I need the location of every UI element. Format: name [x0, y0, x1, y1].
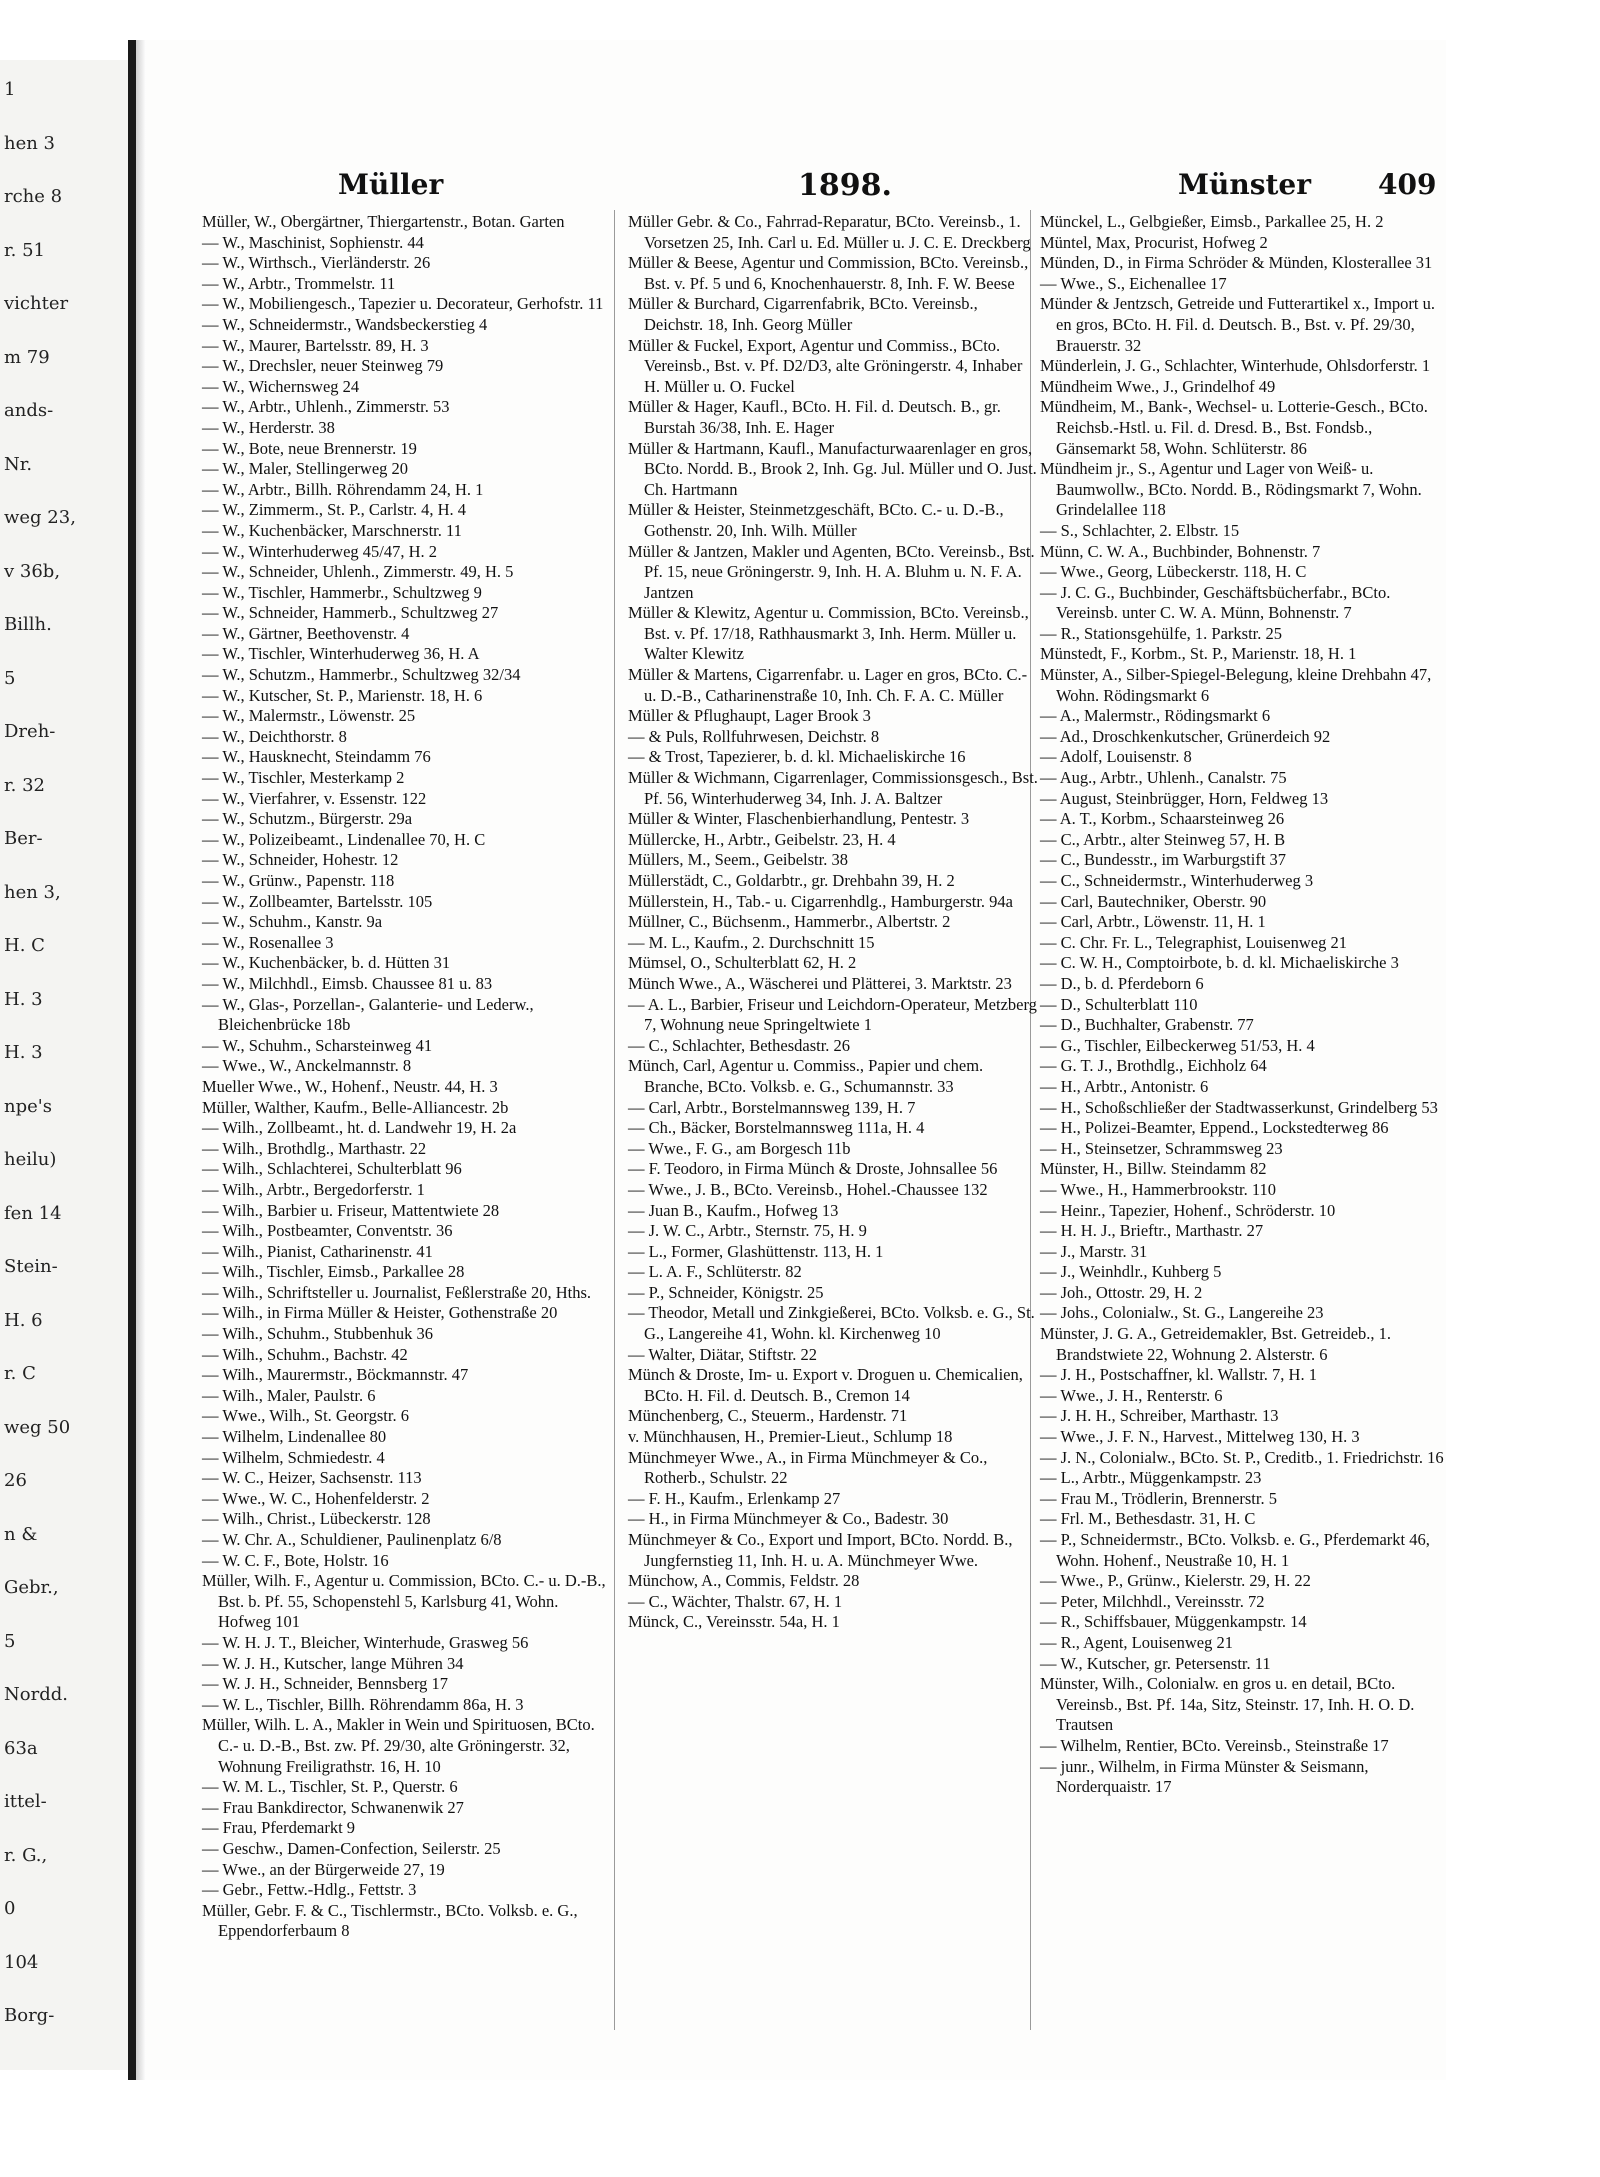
- directory-entry: — J. C. G., Buchbinder, Geschäftsbücherfabr., BCto. Vereinsb. unter C. W. A. Münn, Bohnenstr. 7: [1040, 582, 1391, 623]
- directory-entry: — Ch., Bäcker, Borstelmannsweg 111a, H. 4: [628, 1118, 925, 1138]
- directory-entry: — Wilh., Schuhm., Stubbenhuk 36: [202, 1324, 433, 1344]
- directory-entry: — C., Schneidermstr., Winterhuderweg 3: [1040, 871, 1314, 890]
- directory-entry: — J. W. C., Arbtr., Sternstr. 75, H. 9: [628, 1221, 867, 1241]
- directory-entry: — junr., Wilhelm, in Firma Münster & Seismann, Norderquaistr. 17: [1040, 1756, 1369, 1797]
- directory-entry: — Wwe., S., Eichenallee 17: [1040, 273, 1227, 293]
- directory-entry: — W., Schutzm., Bürgerstr. 29a: [202, 809, 413, 829]
- left-page-fragment: rche 8: [4, 186, 63, 208]
- gutter-shadow: [136, 40, 146, 2080]
- directory-entry: — W., Glas-, Porzellan-, Galanterie- und Lederw., Bleichenbrücke 18b: [202, 994, 534, 1035]
- directory-entry: — A., Malermstr., Rödingsmarkt 6: [1040, 706, 1271, 726]
- directory-entry: — W., Kuchenbäcker, Marschnerstr. 11: [202, 520, 462, 540]
- directory-entry: — W., Schutzm., Hammerbr., Schultzweg 32/34: [202, 665, 521, 685]
- left-page-fragment: ittel-: [4, 1791, 47, 1813]
- directory-entry: Müllerstein, H., Tab.- u. Cigarrenhdlg., Hamburgerstr. 94a: [628, 891, 1013, 911]
- directory-entry: — Theodor, Metall und Zinkgießerei, BCto. Volksb. e. G., St. G., Langereihe 41, Wohn. kl. Kirchenweg 10: [628, 1303, 1035, 1344]
- directory-entry: — W., Hausknecht, Steindamm 76: [202, 747, 431, 767]
- directory-entry: — Heinr., Tapezier, Hohenf., Schröderstr. 10: [1040, 1200, 1336, 1220]
- directory-entry: Münchmeyer & Co., Export und Import, BCto. Nordd. B., Jungfernstieg 11, Inh. H. u. A. Münchmeyer Wwe.: [628, 1530, 1013, 1570]
- directory-entry: — W., Herderstr. 38: [202, 417, 335, 437]
- left-page-fragment: Stein-: [4, 1256, 58, 1278]
- directory-entry: Müller & Winter, Flaschenbierhandlung, Pentestr. 3: [628, 809, 970, 829]
- directory-entry: — Frau M., Trödlerin, Brennerstr. 5: [1040, 1488, 1277, 1508]
- directory-entry: — L., Former, Glashüttenstr. 113, H. 1: [628, 1241, 884, 1261]
- directory-entry: Müller & Jantzen, Makler und Agenten, BCto. Vereinsb., Bst. Pf. 15, neue Gröningerstr. 9, Inh. H. A. Bluhm u. N. F. A. Jantzen: [628, 541, 1035, 602]
- directory-entry: — W., Polizeibeamt., Lindenallee 70, H. C: [202, 829, 486, 849]
- directory-entry: Müllercke, H., Arbtr., Geibelstr. 23, H. 4: [628, 829, 896, 849]
- directory-entry: — C., Arbtr., alter Steinweg 57, H. B: [1040, 829, 1286, 849]
- directory-entry: — W., Tischler, Hammerbr., Schultzweg 9: [202, 582, 482, 602]
- directory-entry: — M. L., Kaufm., 2. Durchschnitt 15: [628, 932, 875, 952]
- directory-entry: — Wwe., J. B., BCto. Vereinsb., Hohel.-Chaussee 132: [628, 1179, 988, 1199]
- directory-entry: — Walter, Diätar, Stiftstr. 22: [628, 1344, 818, 1364]
- directory-entry: — H., Steinsetzer, Schrammsweg 23: [1040, 1138, 1283, 1158]
- directory-entry: — Peter, Milchhdl., Vereinsstr. 72: [1040, 1591, 1265, 1611]
- directory-entry: Müller & Pflughaupt, Lager Brook 3: [628, 706, 871, 726]
- directory-entry: Müller, Gebr. F. & C., Tischlermstr., BCto. Volksb. e. G., Eppendorferbaum 8: [202, 1900, 578, 1941]
- directory-entry: — Frl. M., Bethesdastr. 31, H. C: [1040, 1509, 1256, 1529]
- directory-entry: — Wilh., Schriftsteller u. Journalist, Feßlerstraße 20, Hths.: [202, 1282, 592, 1302]
- directory-entry: — W., Kutscher, gr. Petersenstr. 11: [1040, 1653, 1271, 1673]
- directory-entry: — W., Malermstr., Löwenstr. 25: [202, 706, 416, 726]
- directory-entry: — C., Bundesstr., im Warburgstift 37: [1040, 850, 1287, 870]
- directory-entry: — Wilh., Pianist, Catharinenstr. 41: [202, 1241, 433, 1261]
- directory-entry: — Wilh., Brothdlg., Marthastr. 22: [202, 1138, 427, 1158]
- directory-entry: Mündheim jr., S., Agentur und Lager von Weiß- u. Baumwollw., BCto. Nordd. B., Rödingsmarkt 7, Wohn. Grindelallee 118: [1040, 459, 1422, 520]
- directory-entry: — W., Vierfahrer, v. Essenstr. 122: [202, 788, 427, 808]
- directory-entry: — W. C., Heizer, Sachsenstr. 113: [202, 1468, 422, 1488]
- directory-entry: Mümsel, O., Schulterblatt 62, H. 2: [628, 953, 857, 973]
- running-head-year: 1898.: [798, 168, 892, 203]
- directory-entry: — W., Maschinist, Sophienstr. 44: [202, 232, 424, 252]
- directory-entry: — Wilh., Schlachterei, Schulterblatt 96: [202, 1159, 462, 1179]
- directory-entry: — W., Schneider, Uhlenh., Zimmerstr. 49, H. 5: [202, 562, 514, 582]
- directory-entry: — W. M. L., Tischler, St. P., Querstr. 6: [202, 1777, 458, 1797]
- directory-entry: — W., Maurer, Bartelsstr. 89, H. 3: [202, 335, 429, 355]
- directory-entry: Münderlein, J. G., Schlachter, Winterhude, Ohlsdorferstr. 1: [1040, 356, 1431, 376]
- directory-entry: — R., Stationsgehülfe, 1. Parkstr. 25: [1040, 623, 1282, 643]
- book-gutter: [128, 40, 136, 2080]
- directory-entry: Münchenberg, C., Steuerm., Hardenstr. 71: [628, 1406, 908, 1426]
- directory-entry: — Wwe., W. C., Hohenfelderstr. 2: [202, 1488, 430, 1508]
- directory-entry: Müller & Klewitz, Agentur u. Commission, BCto. Vereinsb., Bst. v. Pf. 17/18, Rathhausmarkt 3, Inh. Herm. Müller u. Walter Klewitz: [628, 603, 1029, 664]
- directory-entry: — Johs., Colonialw., St. G., Langereihe 23: [1040, 1303, 1324, 1323]
- directory-entry: — Wwe., H., Hammerbrookstr. 110: [1040, 1179, 1277, 1199]
- directory-entry: — W., Arbtr., Uhlenh., Zimmerstr. 53: [202, 397, 450, 417]
- directory-entry: — Carl, Bautechniker, Oberstr. 90: [1040, 891, 1267, 911]
- directory-entry: Münchmeyer Wwe., A., in Firma Münchmeyer & Co., Rotherb., Schulstr. 22: [628, 1447, 988, 1488]
- left-page-fragment: r. 32: [4, 774, 45, 796]
- directory-entry: — & Trost, Tapezierer, b. d. kl. Michaeliskirche 16: [628, 747, 966, 767]
- directory-entry: — F. Teodoro, in Firma Münch & Droste, Johnsallee 56: [628, 1159, 998, 1179]
- left-page-fragment: Gebr.,: [4, 1577, 59, 1599]
- directory-entry: — Adolf, Louisenstr. 8: [1040, 747, 1192, 767]
- directory-entry: — G., Tischler, Eilbeckerweg 51/53, H. 4: [1040, 1035, 1315, 1055]
- directory-entry: Mündheim, M., Bank-, Wechsel- u. Lotterie-Gesch., BCto. Reichsb.-Hstl. u. Fil. d. Dresd. B., Bst. Fondsb., Gänsemarkt 58, Wohn. Schlüterstr. 86: [1040, 397, 1428, 458]
- directory-entry: — A. T., Korbm., Schaarsteinweg 26: [1040, 809, 1285, 829]
- directory-entry: — W., Tischler, Mesterkamp 2: [202, 768, 405, 788]
- directory-entry: — Wwe., F. G., am Borgesch 11b: [628, 1138, 851, 1158]
- directory-entry: — R., Agent, Louisenweg 21: [1040, 1632, 1233, 1652]
- directory-entry: — W., Winterhuderweg 45/47, H. 2: [202, 541, 438, 561]
- directory-entry: — Geschw., Damen-Confection, Seilerstr. 25: [202, 1838, 501, 1858]
- left-page-fragment: vichter: [4, 293, 69, 315]
- directory-entry: — W., Tischler, Winterhuderweg 36, H. A: [202, 644, 480, 664]
- left-page-fragment: 5: [4, 1630, 16, 1652]
- left-page-fragment: weg 23,: [4, 507, 76, 529]
- directory-entry: Müller, Wilh. L. A., Makler in Wein und Spirituosen, BCto. C.- u. D.-B., Bst. zw. Pf. 29/30, alte Gröningerstr. 32, Wohnung Freiligrathstr. 16, H. 10: [202, 1715, 595, 1776]
- left-page-fragment: r. 51: [4, 239, 45, 261]
- directory-entry: — R., Schiffsbauer, Müggenkampstr. 14: [1040, 1612, 1307, 1632]
- directory-entry: — W., Wirthsch., Vierländerstr. 26: [202, 253, 431, 273]
- directory-entry: — W., Milchhdl., Eimsb. Chaussee 81 u. 83: [202, 973, 493, 993]
- directory-entry: — W. H. J. T., Bleicher, Winterhude, Grasweg 56: [202, 1632, 529, 1652]
- directory-entry: — Carl, Arbtr., Löwenstr. 11, H. 1: [1040, 912, 1266, 932]
- directory-entry: Müller, Walther, Kaufm., Belle-Alliancestr. 2b: [202, 1097, 509, 1117]
- left-page-fragment: hen 3: [4, 132, 56, 154]
- directory-entry: — G. T. J., Brothdlg., Eichholz 64: [1040, 1056, 1267, 1076]
- directory-entry: — Wwe., Georg, Lübeckerstr. 118, H. C: [1040, 562, 1307, 582]
- directory-entry: Münn, C. W. A., Buchbinder, Bohnenstr. 7: [1040, 541, 1321, 561]
- directory-entry: — Joh., Ottostr. 29, H. 2: [1040, 1282, 1203, 1302]
- column-rule: [614, 210, 615, 2030]
- left-page-fragment: Dreh-: [4, 721, 56, 743]
- directory-column-3: [1040, 212, 1450, 1798]
- left-page-fragment: r. G.,: [4, 1844, 48, 1866]
- directory-entry: Münch, Carl, Agentur u. Commiss., Papier und chem. Branche, BCto. Volksb. e. G., Schumannstr. 33: [628, 1056, 984, 1096]
- directory-entry: — Wwe., P., Grünw., Kielerstr. 29, H. 22: [1040, 1571, 1311, 1591]
- left-page-fragment: weg 50: [4, 1416, 71, 1438]
- directory-entry: — C., Schlachter, Bethesdastr. 26: [628, 1035, 851, 1055]
- directory-entry: — H., in Firma Münchmeyer & Co., Badestr. 30: [628, 1509, 949, 1529]
- directory-entry: Münch Wwe., A., Wäscherei und Plätterei, 3. Marktstr. 23: [628, 973, 1012, 993]
- directory-entry: — W., Rosenallee 3: [202, 932, 334, 952]
- directory-entry: — Wilhelm, Schmiedestr. 4: [202, 1447, 385, 1467]
- directory-entry: — W., Wichernsweg 24: [202, 376, 360, 396]
- left-page-fragment: 63a: [4, 1737, 38, 1759]
- directory-entry: — S., Schlachter, 2. Elbstr. 15: [1040, 520, 1240, 540]
- left-page-fragment: Billh.: [4, 614, 52, 636]
- directory-entry: Münch & Droste, Im- u. Export v. Droguen u. Chemicalien, BCto. H. Fil. d. Deutsch. B., Cremon 14: [628, 1365, 1023, 1405]
- directory-entry: — W., Deichthorstr. 8: [202, 726, 347, 746]
- directory-entry: — Wwe., J. H., Renterstr. 6: [1040, 1385, 1223, 1405]
- directory-entry: — Ad., Droschkenkutscher, Grünerdeich 92: [1040, 726, 1331, 746]
- directory-entry: — H., Schoßschließer der Stadtwasserkunst, Grindelberg 53: [1040, 1097, 1438, 1117]
- running-head-left: Müller: [338, 168, 444, 201]
- directory-entry: Müller & Hartmann, Kaufl., Manufacturwaarenlager en gros, BCto. Nordd. B., Brook 2, Inh. Gg. Jul. Müller und O. Just. Ch. Hartmann: [628, 438, 1037, 499]
- directory-entry: Müller & Hager, Kaufl., BCto. H. Fil. d. Deutsch. B., gr. Burstah 36/38, Inh. E. Hager: [628, 397, 1001, 437]
- left-page-fragment: Borg-: [4, 2005, 55, 2027]
- left-page-fragment: Ber-: [4, 828, 43, 850]
- directory-entry: — W., Kuchenbäcker, b. d. Hütten 31: [202, 953, 451, 973]
- directory-entry: Müllerstädt, C., Goldarbtr., gr. Drehbahn 39, H. 2: [628, 871, 955, 890]
- directory-column-2: [628, 212, 1038, 1633]
- directory-entry: Münchow, A., Commis, Feldstr. 28: [628, 1571, 860, 1591]
- directory-entry: — C. W. H., Comptoirbote, b. d. kl. Michaeliskirche 3: [1040, 953, 1399, 973]
- directory-entry: Münster, J. G. A., Getreidemakler, Bst. Getreideb., 1. Brandstwiete 22, Wohnung 2. Alsterstr. 6: [1040, 1324, 1392, 1364]
- left-page-fragment: hen 3,: [4, 881, 61, 903]
- directory-entry: Müller, W., Obergärtner, Thiergartenstr., Botan. Garten: [202, 212, 565, 231]
- directory-entry: — W., Arbtr., Billh. Röhrendamm 24, H. 1: [202, 479, 484, 499]
- directory-entry: — Wwe., J. F. N., Harvest., Mittelweg 130, H. 3: [1040, 1427, 1360, 1447]
- directory-entry: — H., Arbtr., Antonistr. 6: [1040, 1076, 1209, 1096]
- left-page-fragment: 0: [4, 1898, 16, 1920]
- directory-entry: — Frau, Pferdemarkt 9: [202, 1818, 356, 1838]
- directory-entry: — J., Marstr. 31: [1040, 1241, 1148, 1261]
- directory-entry: — W., Schneider, Hohestr. 12: [202, 850, 399, 870]
- left-page-fragment: m 79: [4, 346, 50, 368]
- left-page-fragment: npe's: [4, 1095, 52, 1117]
- directory-entry: Müntel, Max, Procurist, Hofweg 2: [1040, 232, 1268, 252]
- directory-entry: — August, Steinbrügger, Horn, Feldweg 13: [1040, 788, 1329, 808]
- directory-entry: — H. H. J., Brieftr., Marthastr. 27: [1040, 1221, 1264, 1241]
- directory-entry: — Wilh., Christ., Lübeckerstr. 128: [202, 1509, 431, 1529]
- left-page-fragment: H. C: [4, 935, 45, 957]
- directory-entry: Müller & Fuckel, Export, Agentur und Commiss., BCto. Vereinsb., Bst. v. Pf. D2/D3, alte Gröningerstr. 4, Inhaber H. Müller u. O. Fuckel: [628, 335, 1023, 396]
- directory-entry: — W., Mobiliengesch., Tapezier u. Decorateur, Gerhofstr. 11: [202, 294, 604, 314]
- left-page-fragment: fen 14: [4, 1202, 62, 1224]
- directory-entry: — Wilh., Tischler, Eimsb., Parkallee 28: [202, 1262, 465, 1282]
- left-page-fragment: v 36b,: [4, 560, 61, 582]
- directory-entry: Münster, Wilh., Colonialw. en gros u. en detail, BCto. Vereinsb., Bst. Pf. 14a, Sitz, Steinstr. 17, Inh. H. O. D. Trautsen: [1040, 1674, 1415, 1735]
- left-page-fragment: 1: [4, 79, 16, 100]
- directory-entry: — Aug., Arbtr., Uhlenh., Canalstr. 75: [1040, 768, 1287, 788]
- directory-entry: Müller & Martens, Cigarrenfabr. u. Lager en gros, BCto. C.- u. D.-B., Catharinenstraße 10, Inh. Ch. F. A. C. Müller: [628, 665, 1028, 705]
- left-page-fragment: 26: [4, 1470, 27, 1492]
- directory-entry: — D., Schulterblatt 110: [1040, 994, 1198, 1014]
- directory-entry: — Gebr., Fettw.-Hdlg., Fettstr. 3: [202, 1880, 417, 1900]
- left-page-fragment: heilu): [4, 1149, 57, 1171]
- left-page-fragment: Nordd.: [4, 1684, 68, 1706]
- directory-column-1: [202, 212, 612, 1942]
- directory-entry: — Juan B., Kaufm., Hofweg 13: [628, 1200, 839, 1220]
- directory-entry: — J. H., Postschaffner, kl. Wallstr. 7, H. 1: [1040, 1365, 1317, 1385]
- directory-entry: — J. H. H., Schreiber, Marthastr. 13: [1040, 1406, 1279, 1426]
- left-page-fragment: r. C: [4, 1363, 36, 1385]
- directory-entry: — A. L., Barbier, Friseur und Leichdorn-Operateur, Metzberg 7, Wohnung neue Springeltwiete 1: [628, 994, 1037, 1035]
- directory-entry: — Wilh., in Firma Müller & Heister, Gothenstraße 20: [202, 1303, 558, 1323]
- left-page-fragment: H. 3: [4, 1042, 43, 1064]
- left-page-fragment: H. 3: [4, 988, 43, 1010]
- left-page-fragment: ands-: [4, 400, 54, 422]
- directory-entry: — D., b. d. Pferdeborn 6: [1040, 973, 1204, 993]
- directory-entry: Münster, H., Billw. Steindamm 82: [1040, 1159, 1267, 1179]
- directory-entry: Münder & Jentzsch, Getreide und Futterartikel x., Import u. en gros, BCto. H. Fil. d. Deutsch. B., Bst. v. Pf. 29/30, Brauerstr. 32: [1040, 294, 1435, 355]
- directory-entry: — W., Grünw., Papenstr. 118: [202, 871, 395, 890]
- directory-entry: Müller & Wichmann, Cigarrenlager, Commissionsgesch., Bst. Pf. 56, Winterhuderweg 34, Inh. J. A. Baltzer: [628, 768, 1038, 808]
- directory-entry: — W. J. H., Kutscher, lange Mühren 34: [202, 1653, 464, 1673]
- directory-entry: — Wilh., Arbtr., Bergedorferstr. 1: [202, 1179, 425, 1199]
- directory-entry: — Wilh., Schuhm., Bachstr. 42: [202, 1344, 408, 1364]
- directory-entry: Müllner, C., Büchsenm., Hammerbr., Albertstr. 2: [628, 912, 951, 932]
- left-page-fragment: 104: [4, 1951, 39, 1973]
- directory-entry: — H., Polizei-Beamter, Eppend., Lockstedterweg 86: [1040, 1118, 1389, 1138]
- directory-entry: — W., Zimmerm., St. P., Carlstr. 4, H. 4: [202, 500, 467, 520]
- directory-entry: — Wilhelm, Rentier, BCto. Vereinsb., Steinstraße 17: [1040, 1735, 1389, 1755]
- adjacent-page-fragment: [0, 60, 128, 2070]
- running-head-right: Münster: [1178, 168, 1311, 201]
- directory-entry: Müller Gebr. & Co., Fahrrad-Reparatur, BCto. Vereinsb., 1. Vorsetzen 25, Inh. Carl u. Ed. Müller u. J. C. E. Dreckberg: [628, 212, 1031, 252]
- directory-entry: — Wilh., Maler, Paulstr. 6: [202, 1385, 376, 1405]
- directory-entry: — W., Arbtr., Trommelstr. 11: [202, 273, 396, 293]
- directory-entry: — C., Wächter, Thalstr. 67, H. 1: [628, 1591, 843, 1611]
- directory-entry: — W., Schneidermstr., Wandsbeckerstieg 4: [202, 314, 488, 334]
- directory-entry: — P., Schneider, Königstr. 25: [628, 1282, 824, 1302]
- directory-entry: Mueller Wwe., W., Hohenf., Neustr. 44, H. 3: [202, 1076, 498, 1096]
- directory-entry: — F. H., Kaufm., Erlenkamp 27: [628, 1488, 841, 1508]
- directory-entry: Müller & Burchard, Cigarrenfabrik, BCto. Vereinsb., Deichstr. 18, Inh. Georg Müller: [628, 294, 978, 334]
- directory-entry: — W., Schuhm., Kanstr. 9a: [202, 912, 383, 932]
- directory-entry: — J. N., Colonialw., BCto. St. P., Creditb., 1. Friedrichstr. 16: [1040, 1447, 1444, 1467]
- directory-entry: — W. J. H., Schneider, Bennsberg 17: [202, 1674, 449, 1694]
- page-number: 409: [1378, 168, 1437, 201]
- directory-entry: Münden, D., in Firma Schröder & Münden, Klosterallee 31: [1040, 253, 1433, 273]
- directory-entry: — L. A. F., Schlüterstr. 82: [628, 1262, 802, 1282]
- directory-entry: — L., Arbtr., Müggenkampstr. 23: [1040, 1468, 1262, 1488]
- directory-entry: — W., Schuhm., Scharsteinweg 41: [202, 1035, 433, 1055]
- directory-entry: — Wilh., Barbier u. Friseur, Mattentwiete 28: [202, 1200, 500, 1220]
- directory-entry: Müller & Heister, Steinmetzgeschäft, BCto. C.- u. D.-B., Gothenstr. 20, Inh. Wilh. Müller: [628, 500, 1004, 540]
- directory-entry: Mündheim Wwe., J., Grindelhof 49: [1040, 376, 1276, 396]
- directory-entry: — W., Gärtner, Beethovenstr. 4: [202, 623, 410, 643]
- directory-entry: — P., Schneidermstr., BCto. Volksb. e. G., Pferdemarkt 46, Wohn. Hohenf., Neustraße 10, H. 1: [1040, 1530, 1430, 1570]
- directory-entry: Münster, A., Silber-Spiegel-Belegung, kleine Drehbahn 47, Wohn. Rödingsmarkt 6: [1040, 665, 1432, 705]
- directory-entry: — W., Bote, neue Brennerstr. 19: [202, 438, 417, 458]
- directory-entry: — J., Weinhdlr., Kuhberg 5: [1040, 1262, 1222, 1282]
- directory-entry: v. Münchhausen, H., Premier-Lieut., Schlump 18: [628, 1427, 953, 1447]
- directory-entry: Münckel, L., Gelbgießer, Eimsb., Parkallee 25, H. 2: [1040, 212, 1384, 231]
- directory-entry: — W., Kutscher, St. P., Marienstr. 18, H. 6: [202, 685, 483, 705]
- directory-entry: — W., Schneider, Hammerb., Schultzweg 27: [202, 603, 499, 623]
- directory-entry: — Wilh., Maurermstr., Böckmannstr. 47: [202, 1365, 469, 1385]
- directory-entry: — Wilhelm, Lindenallee 80: [202, 1427, 387, 1447]
- directory-entry: — Wwe., an der Bürgerweide 27, 19: [202, 1859, 445, 1879]
- directory-entry: — W. L., Tischler, Billh. Röhrendamm 86a, H. 3: [202, 1694, 524, 1714]
- directory-entry: — Carl, Arbtr., Borstelmannsweg 139, H. 7: [628, 1097, 916, 1117]
- directory-entry: Münstedt, F., Korbm., St. P., Marienstr. 18, H. 1: [1040, 644, 1357, 664]
- directory-entry: — W., Drechsler, neuer Steinweg 79: [202, 356, 444, 376]
- left-page-fragment: n &: [4, 1523, 38, 1545]
- directory-entry: — Wwe., W., Anckelmannstr. 8: [202, 1056, 412, 1076]
- directory-entry: — Wilh., Postbeamter, Conventstr. 36: [202, 1221, 453, 1241]
- directory-entry: — W. Chr. A., Schuldiener, Paulinenplatz 6/8: [202, 1530, 502, 1549]
- directory-entry: — Wilh., Zollbeamt., ht. d. Landwehr 19, H. 2a: [202, 1118, 517, 1138]
- left-page-fragment: H. 6: [4, 1309, 43, 1331]
- directory-entry: Münck, C., Vereinsstr. 54a, H. 1: [628, 1612, 840, 1632]
- directory-entry: — C. Chr. Fr. L., Telegraphist, Louisenweg 21: [1040, 932, 1347, 952]
- directory-entry: — Frau Bankdirector, Schwanenwik 27: [202, 1797, 464, 1817]
- directory-entry: — W., Zollbeamter, Bartelsstr. 105: [202, 891, 433, 911]
- left-page-fragment: Nr.: [4, 453, 33, 475]
- directory-entry: — Wwe., Wilh., St. Georgstr. 6: [202, 1406, 409, 1426]
- directory-entry: — W. C. F., Bote, Holstr. 16: [202, 1550, 389, 1570]
- directory-entry: Müller & Beese, Agentur und Commission, BCto. Vereinsb., Bst. v. Pf. 5 und 6, Knochenhauerstr. 8, Inh. F. W. Beese: [628, 253, 1029, 293]
- directory-entry: — W., Maler, Stellingerweg 20: [202, 459, 409, 479]
- directory-entry: — D., Buchhalter, Grabenstr. 77: [1040, 1015, 1254, 1035]
- left-page-fragment: 5: [4, 667, 16, 689]
- directory-entry: Müller, Wilh. F., Agentur u. Commission, BCto. C.- u. D.-B., Bst. b. Pf. 55, Schopenstehl 5, Karlsburg 41, Wohn. Hofweg 101: [202, 1571, 606, 1632]
- directory-entry: — & Puls, Rollfuhrwesen, Deichstr. 8: [628, 726, 880, 746]
- directory-entry: Müllers, M., Seem., Geibelstr. 38: [628, 850, 848, 870]
